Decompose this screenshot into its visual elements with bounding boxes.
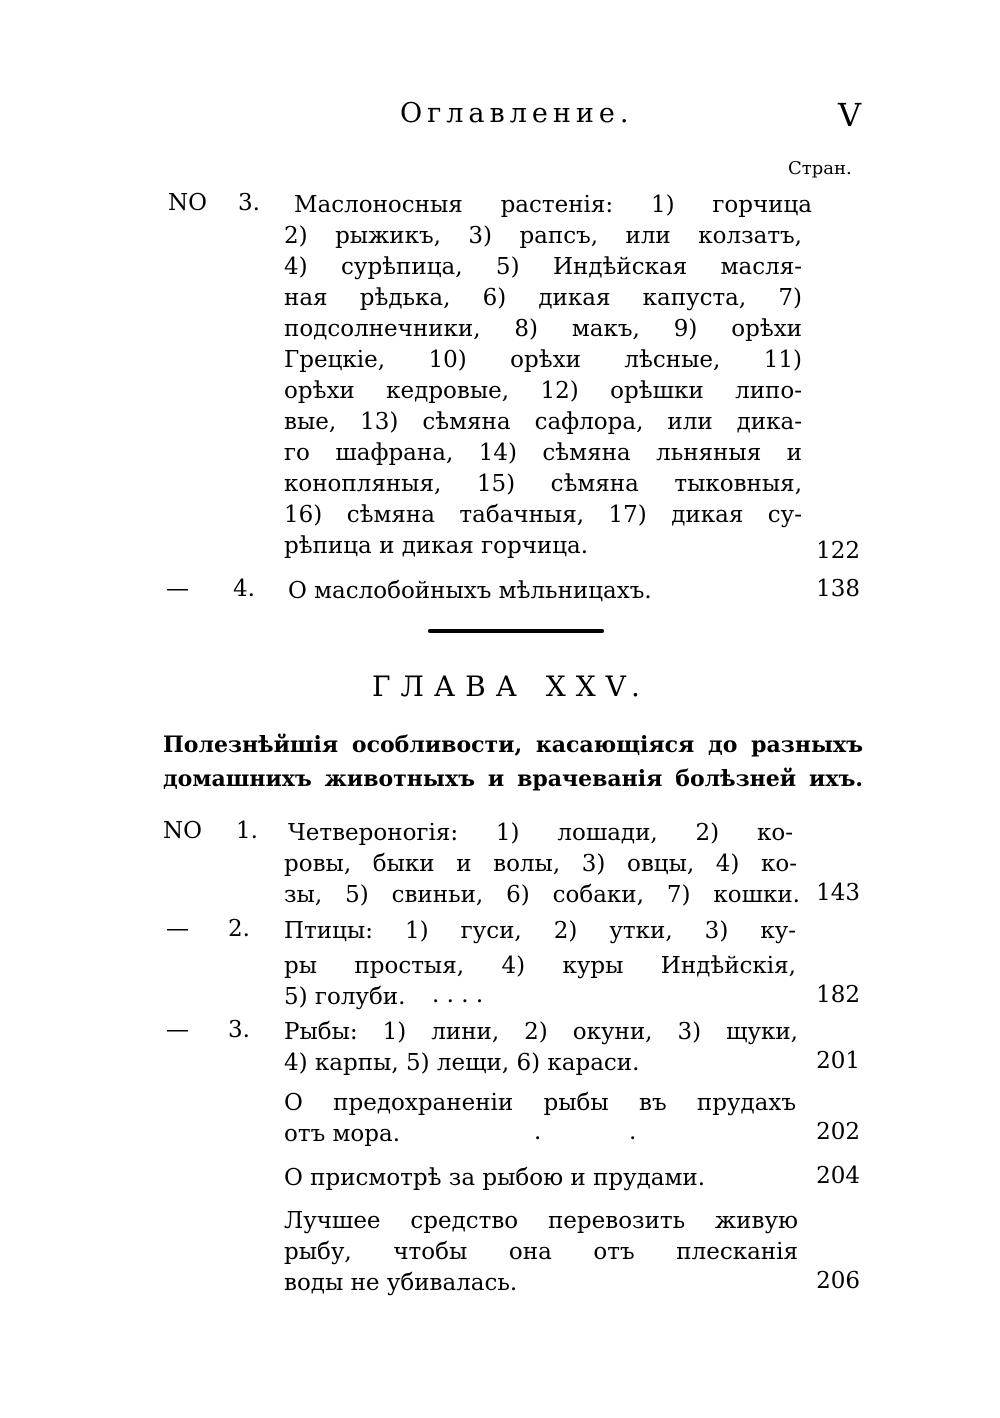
entry-line: О присмотрѣ за рыбою и прудами. [284, 1165, 706, 1191]
entry-marker: — [166, 576, 189, 602]
entry-marker: NO [163, 818, 202, 844]
entry-line: Птицы: 1) гуси, 2) утки, 3) ку- [284, 918, 796, 944]
section-divider [428, 629, 604, 633]
entry-page: 138 [816, 576, 860, 602]
entry-page: 201 [816, 1048, 860, 1074]
entry-line: го шафрана, 14) сѣмяна льняныя и [284, 440, 802, 466]
entry-line: 2) рыжикъ, 3) рапсъ, или колзатъ, [284, 223, 802, 249]
chapter-heading: ГЛАВА XXV. [372, 670, 650, 703]
entry-page: 143 [816, 880, 860, 906]
entry-page: 202 [816, 1119, 860, 1145]
entry-page: 122 [816, 538, 860, 564]
entry-line: зы, 5) свиньи, 6) собаки, 7) кошки. [284, 882, 800, 908]
entry-line: Рыбы: 1) лини, 2) окуни, 3) щуки, [284, 1019, 798, 1045]
entry-marker: — [166, 1017, 189, 1043]
subtitle-line: домашнихъ животныхъ и врачеванія болѣзней ихъ. [163, 766, 863, 792]
entry-line: воды не убивалась. [284, 1270, 518, 1296]
entry-number: 3. [238, 190, 260, 216]
entry-line: рѣпица и дикая горчица. [284, 533, 589, 559]
entry-line: вые, 13) сѣмяна сафлора, или дика- [284, 409, 802, 435]
entry-line: орѣхи кедровые, 12) орѣшки липо- [284, 378, 802, 404]
entry-line: 4) карпы, 5) лещи, 6) караси. [284, 1050, 640, 1076]
entry-line: ная рѣдька, 6) дикая капуста, 7) [284, 285, 802, 311]
entry-number: 2. [228, 916, 250, 942]
chapter-subtitle [163, 728, 863, 796]
entry-page: 204 [816, 1163, 860, 1189]
page-column-label: Стран. [788, 158, 852, 179]
leader-dots: . . . . [432, 982, 484, 1008]
entry-marker: — [166, 916, 189, 942]
running-header-title: Оглавление. [400, 98, 634, 129]
entry-line: ры простыя, 4) куры Индѣйскія, [284, 953, 796, 979]
entry-line: Четвероногія: 1) лошади, 2) ко- [288, 820, 793, 846]
entry-page: 182 [816, 982, 860, 1008]
entry-line: Маслоносныя растенія: 1) горчица [294, 192, 812, 218]
entry-line: О маслобойныхъ мѣльницахъ. [288, 578, 652, 604]
entry-line: конопляныя, 15) сѣмяна тыковныя, [284, 471, 802, 497]
entry-line: подсолнечники, 8) макъ, 9) орѣхи [284, 316, 802, 342]
leader-dots: . . [534, 1119, 637, 1145]
entry-line: Грецкіе, 10) орѣхи лѣсные, 11) [284, 347, 802, 373]
entry-line: отъ мора. [284, 1121, 400, 1147]
entry-line: 5) голуби. [284, 984, 406, 1010]
entry-line: ровы, быки и волы, 3) овцы, 4) ко- [284, 851, 797, 877]
entry-line: О предохраненіи рыбы въ прудахъ [284, 1090, 796, 1116]
entry-marker: NO [168, 190, 207, 216]
entry-line: Лучшее средство перевозить живую [284, 1208, 798, 1234]
entry-line: рыбу, чтобы она отъ плесканія [284, 1239, 798, 1265]
entry-page: 206 [816, 1268, 860, 1294]
page-number: V [838, 96, 862, 134]
entry-number: 1. [236, 818, 258, 844]
entry-line: 16) сѣмяна табачныя, 17) дикая су- [284, 502, 802, 528]
subtitle-line: Полезнѣйшія особливости, касающіяся до разныхъ [163, 732, 863, 758]
entry-line: 4) сурѣпица, 5) Индѣйская масля- [284, 254, 802, 280]
entry-number: 3. [228, 1017, 250, 1043]
entry-number: 4. [233, 576, 255, 602]
